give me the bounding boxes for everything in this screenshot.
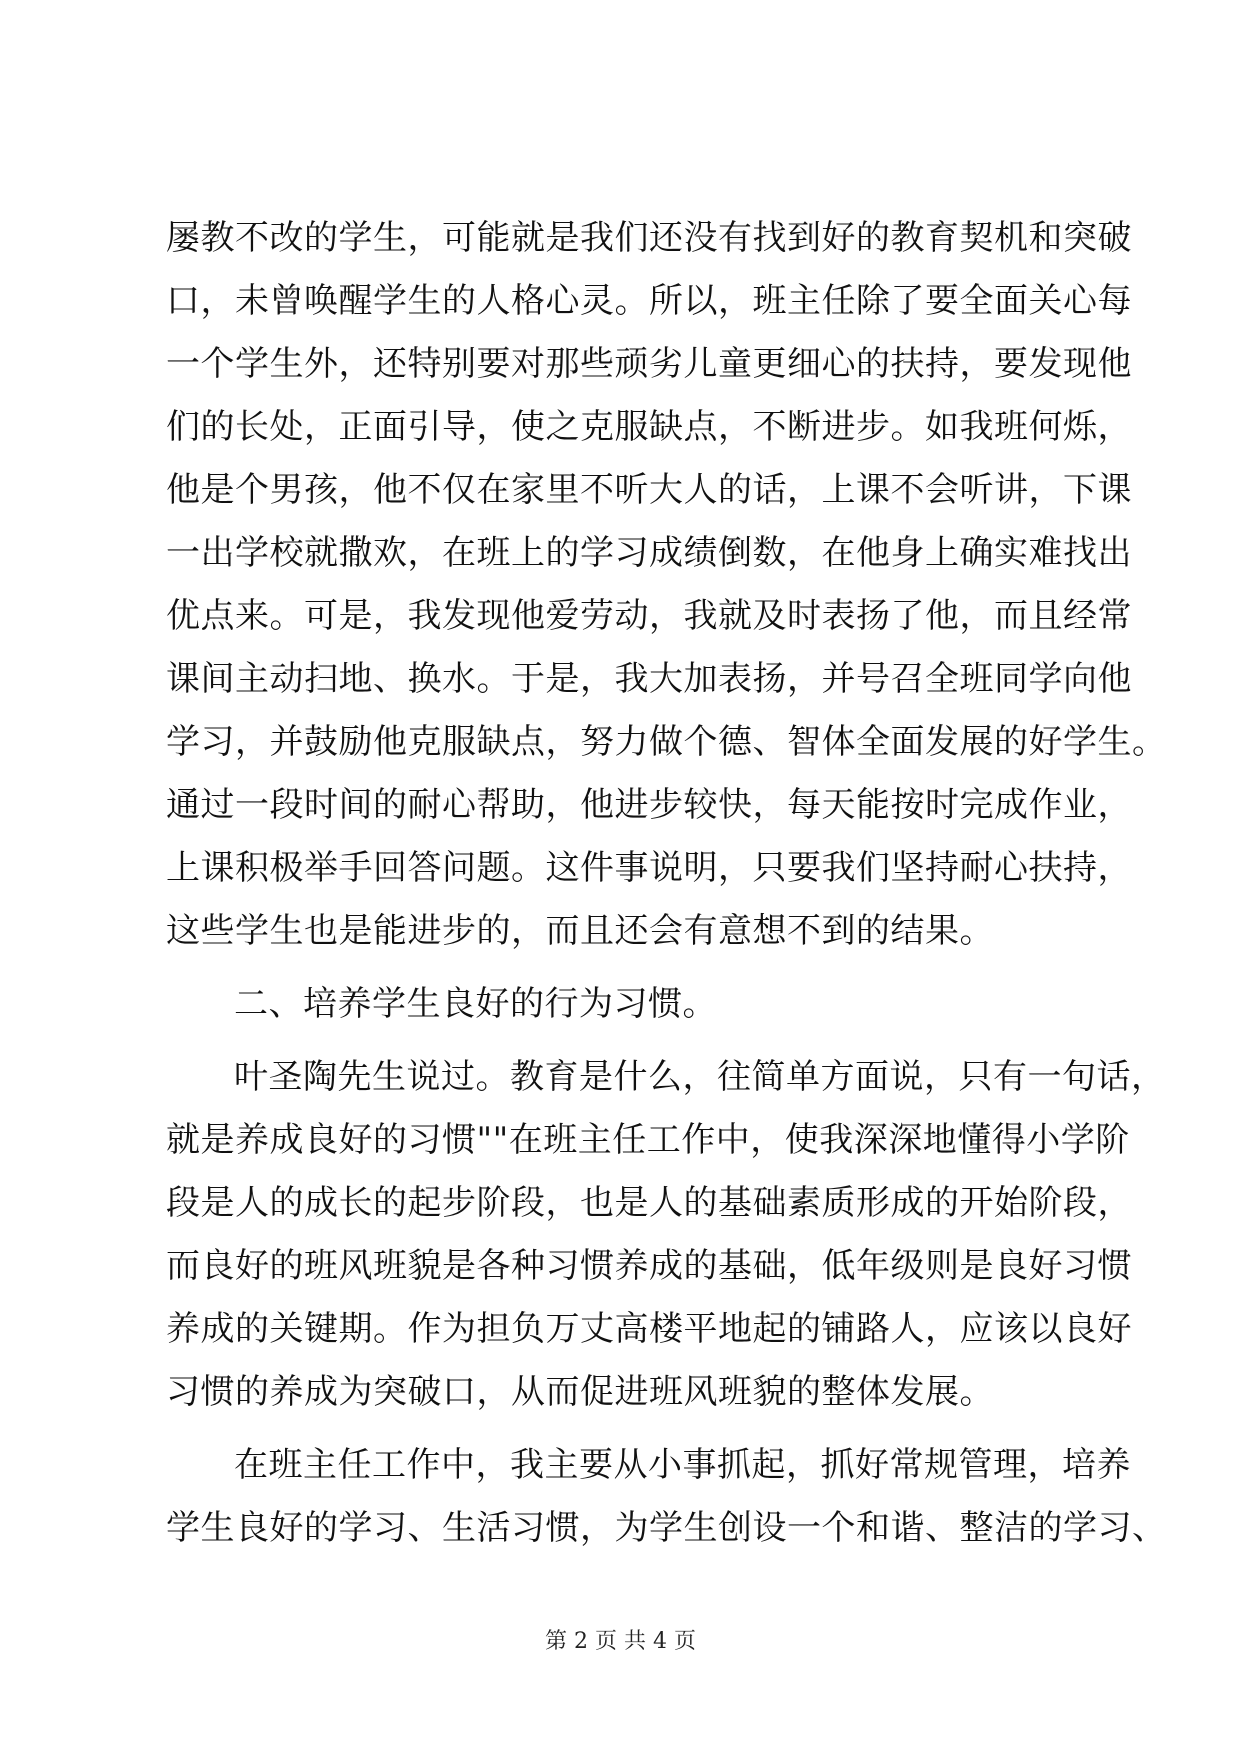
text-line: 们的长处，正面引导，使之克服缺点，不断进步。如我班何烁， [166, 407, 1132, 447]
text-line: 在班主任工作中，我主要从小事抓起，抓好常规管理，培养 [234, 1445, 1131, 1485]
paragraph-gap [166, 963, 1086, 973]
paragraph-3 [166, 1434, 1167, 1560]
paragraph-gap [166, 1036, 1086, 1046]
text-line: 一出学校就撒欢，在班上的学习成绩倒数，在他身上确实难找出 [166, 533, 1132, 573]
text-line: 通过一段时间的耐心帮助，他进步较快，每天能按时完成作业， [166, 785, 1132, 825]
paragraph-gap [166, 1424, 1086, 1434]
text-line: 段是人的成长的起步阶段，也是人的基础素质形成的开始阶段， [166, 1183, 1132, 1223]
text-line: 优点来。可是，我发现他爱劳动，我就及时表扬了他，而且经常 [166, 596, 1132, 636]
text-line: 学生良好的学习、生活习惯，为学生创设一个和谐、整洁的学习、 [166, 1508, 1167, 1548]
text-line: 他是个男孩，他不仅在家里不听大人的话，上课不会听讲，下课 [166, 470, 1132, 510]
text-line: 学习，并鼓励他克服缺点，努力做个德、智体全面发展的好学生。 [166, 722, 1167, 762]
text-line: 而良好的班风班貌是各种习惯养成的基础，低年级则是良好习惯 [166, 1246, 1132, 1286]
text-line: 课间主动扫地、换水。于是，我大加表扬，并号召全班同学向他 [166, 659, 1132, 699]
page-number-footer: 第 2 页 共 4 页 [545, 1629, 696, 1654]
text-line: 叶圣陶先生说过。教育是什么，往简单方面说，只有一句话， [234, 1057, 1166, 1097]
text-line: 屡教不改的学生，可能就是我们还没有找到好的教育契机和突破 [166, 218, 1132, 258]
text-line: 就是养成良好的习惯""在班主任工作中，使我深深地懂得小学阶 [166, 1120, 1130, 1160]
text-line: 一个学生外，还特别要对那些顽劣儿童更细心的扶持，要发现他 [166, 344, 1132, 384]
paragraph-1 [166, 207, 1167, 963]
document-body [166, 207, 1167, 1560]
text-line: 习惯的养成为突破口，从而促进班风班貌的整体发展。 [166, 1372, 994, 1412]
text-line: 这些学生也是能进步的，而且还会有意想不到的结果。 [166, 911, 994, 951]
text-line: 养成的关键期。作为担负万丈高楼平地起的铺路人，应该以良好 [166, 1309, 1132, 1349]
text-line: 口，未曾唤醒学生的人格心灵。所以，班主任除了要全面关心每 [166, 281, 1132, 321]
paragraph-2 [166, 1046, 1166, 1424]
section-heading: 二、培养学生良好的行为习惯。 [234, 984, 717, 1024]
text-line: 上课积极举手回答问题。这件事说明，只要我们坚持耐心扶持， [166, 848, 1132, 888]
